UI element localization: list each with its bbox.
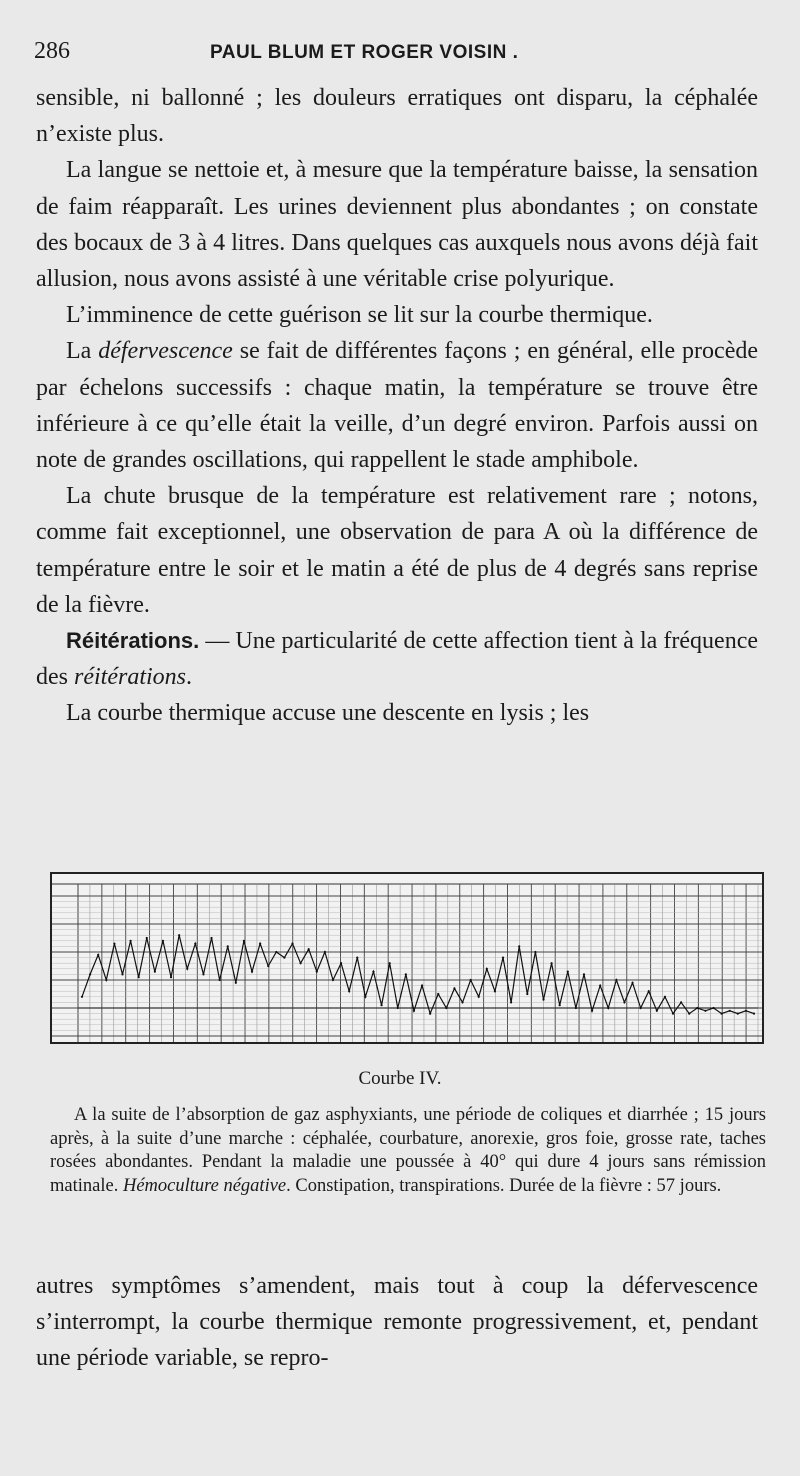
temperature-point <box>340 962 342 964</box>
temperature-point <box>219 979 221 981</box>
temperature-point <box>364 996 366 998</box>
page-number: 286 <box>34 38 70 64</box>
temperature-point <box>559 1004 561 1006</box>
temperature-point <box>316 971 318 973</box>
temperature-point <box>656 1010 658 1012</box>
temperature-point <box>154 971 156 973</box>
temperature-point <box>178 934 180 936</box>
temperature-point <box>283 957 285 959</box>
body-text-top <box>36 80 758 732</box>
temperature-point <box>712 1007 714 1009</box>
temperature-point <box>275 951 277 953</box>
temperature-point <box>615 979 617 981</box>
temperature-point <box>81 996 83 998</box>
temperature-point <box>640 1007 642 1009</box>
temperature-point <box>243 940 245 942</box>
paragraph: La chute brusque de la température est relativement rare ; notons, comme fait exceptionnel, une observation de para A où la différence de température entre le soir et le matin a été de plus de 4 degrés sans reprise de la fièvre. <box>36 483 758 618</box>
paragraph: La courbe thermique accuse une descente en lysis ; les <box>66 700 590 727</box>
temperature-point <box>445 1007 447 1009</box>
paragraph <box>36 623 758 695</box>
temperature-point <box>453 987 455 989</box>
temperature-point <box>680 1001 682 1003</box>
page-header <box>34 38 764 68</box>
temperature-point <box>138 976 140 978</box>
temperature-point <box>170 976 172 978</box>
temperature-point <box>470 979 472 981</box>
temperature-point <box>696 1007 698 1009</box>
section-heading: Réitérations. <box>66 628 200 654</box>
temperature-point <box>235 982 237 984</box>
temperature-point <box>186 968 188 970</box>
temperature-point <box>227 945 229 947</box>
paragraph: sensible, ni ballonné ; les douleurs erratiques ont disparu, la céphalée n’existe plus. <box>36 85 758 148</box>
temperature-point <box>129 940 131 942</box>
temperature-point <box>437 993 439 995</box>
text-run: — Une particularité de cette affection tient à la fréquence des <box>36 628 758 691</box>
caption-italic: Hémoculture négative <box>122 1175 287 1196</box>
temperature-point <box>494 990 496 992</box>
paragraph: La langue se nettoie et, à mesure que la température baisse, la sensation de faim réapparaît. Les urines deviennent plus abondantes ; on constate des bocaux de 3 à 4 litres. Dans quelques cas auxquels nous avons déjà fait allusion, nous avons assisté à une véritable crise polyurique. <box>36 157 758 293</box>
temperature-point <box>518 945 520 947</box>
temperature-point <box>583 973 585 975</box>
temperature-point <box>534 951 536 953</box>
running-title: PAUL BLUM ET ROGER VOISIN . <box>210 42 519 63</box>
temperature-point <box>542 999 544 1001</box>
temperature-point <box>486 968 488 970</box>
figure-caption <box>50 1104 766 1198</box>
paragraph: L’imminence de cette guérison se lit sur la courbe thermique. <box>66 302 653 329</box>
temperature-point <box>259 943 261 945</box>
temperature-point <box>575 1007 577 1009</box>
temperature-point <box>121 973 123 975</box>
temperature-point <box>721 1013 723 1015</box>
text-run: La <box>66 338 99 365</box>
temperature-point <box>567 971 569 973</box>
temperature-point <box>105 979 107 981</box>
text-run: se fait de différentes façons ; en général, elle procède par échelons successifs : chaque matin, la température se trouve être inférieure à ce qu’elle était la veille, d’un degré environ. Parfois aussi on note de grandes oscillations, qui rappellent le stade amphibole. <box>36 338 758 474</box>
temperature-point <box>753 1013 755 1015</box>
temperature-point <box>89 973 91 975</box>
caption-run: . Constipation, transpirations. Durée de la fièvre : 57 jours. <box>286 1175 722 1196</box>
temperature-point <box>413 1010 415 1012</box>
temperature-point <box>380 1004 382 1006</box>
temperature-point <box>397 1007 399 1009</box>
caption-text <box>50 1104 766 1198</box>
italic-term: défervescence <box>98 338 233 365</box>
temperature-point <box>526 993 528 995</box>
temperature-point <box>405 973 407 975</box>
temperature-point <box>194 943 196 945</box>
temperature-point <box>348 990 350 992</box>
temperature-point <box>251 971 253 973</box>
temperature-point <box>324 951 326 953</box>
temperature-point <box>202 973 204 975</box>
temperature-point <box>672 1013 674 1015</box>
temperature-point <box>389 962 391 964</box>
temperature-point <box>737 1013 739 1015</box>
temperature-point <box>591 1010 593 1012</box>
temperature-point <box>478 996 480 998</box>
caption-run: A la suite de l’absorption de gaz asphyxiants, une période de coliques et diarrhée ; 15 jours après, à la suite d’une marche : céphalée, courbature, anorexie, gros foie, grosse rate, taches rosées abondantes. Pendant la maladie une poussée à 40° qui dure 4 jours sans rémission matinale. <box>50 1105 766 1196</box>
temperature-point <box>631 982 633 984</box>
temperature-point <box>291 943 293 945</box>
text-run: . <box>186 664 192 691</box>
temperature-point <box>210 937 212 939</box>
temperature-point <box>599 985 601 987</box>
temperature-point <box>146 937 148 939</box>
temperature-point <box>461 1001 463 1003</box>
temperature-point <box>267 965 269 967</box>
temperature-point <box>510 1001 512 1003</box>
temperature-point <box>664 996 666 998</box>
temperature-point <box>729 1010 731 1012</box>
temperature-chart <box>50 872 764 1044</box>
temperature-point <box>607 1007 609 1009</box>
temperature-point <box>356 957 358 959</box>
paragraph <box>36 333 758 478</box>
temperature-point <box>162 940 164 942</box>
chart-canvas <box>52 874 762 1042</box>
temperature-point <box>688 1013 690 1015</box>
temperature-point <box>745 1010 747 1012</box>
temperature-point <box>372 971 374 973</box>
temperature-point <box>97 954 99 956</box>
chart-grid <box>52 884 762 1042</box>
temperature-point <box>502 957 504 959</box>
temperature-point <box>429 1013 431 1015</box>
temperature-point <box>421 985 423 987</box>
italic-term: réitérations <box>74 664 186 691</box>
body-text-bottom <box>36 1268 758 1377</box>
temperature-point <box>332 979 334 981</box>
temperature-point <box>300 962 302 964</box>
temperature-point <box>550 962 552 964</box>
paragraph: autres symptômes s’amendent, mais tout à coup la défervescence s’interrompt, la courbe thermique remonte progressivement, et, pendant une période variable, se repro- <box>36 1273 758 1372</box>
temperature-point <box>623 1001 625 1003</box>
temperature-point <box>704 1010 706 1012</box>
temperature-point <box>308 948 310 950</box>
figure-title: Courbe IV. <box>358 1068 442 1089</box>
temperature-point <box>648 990 650 992</box>
temperature-point <box>113 943 115 945</box>
